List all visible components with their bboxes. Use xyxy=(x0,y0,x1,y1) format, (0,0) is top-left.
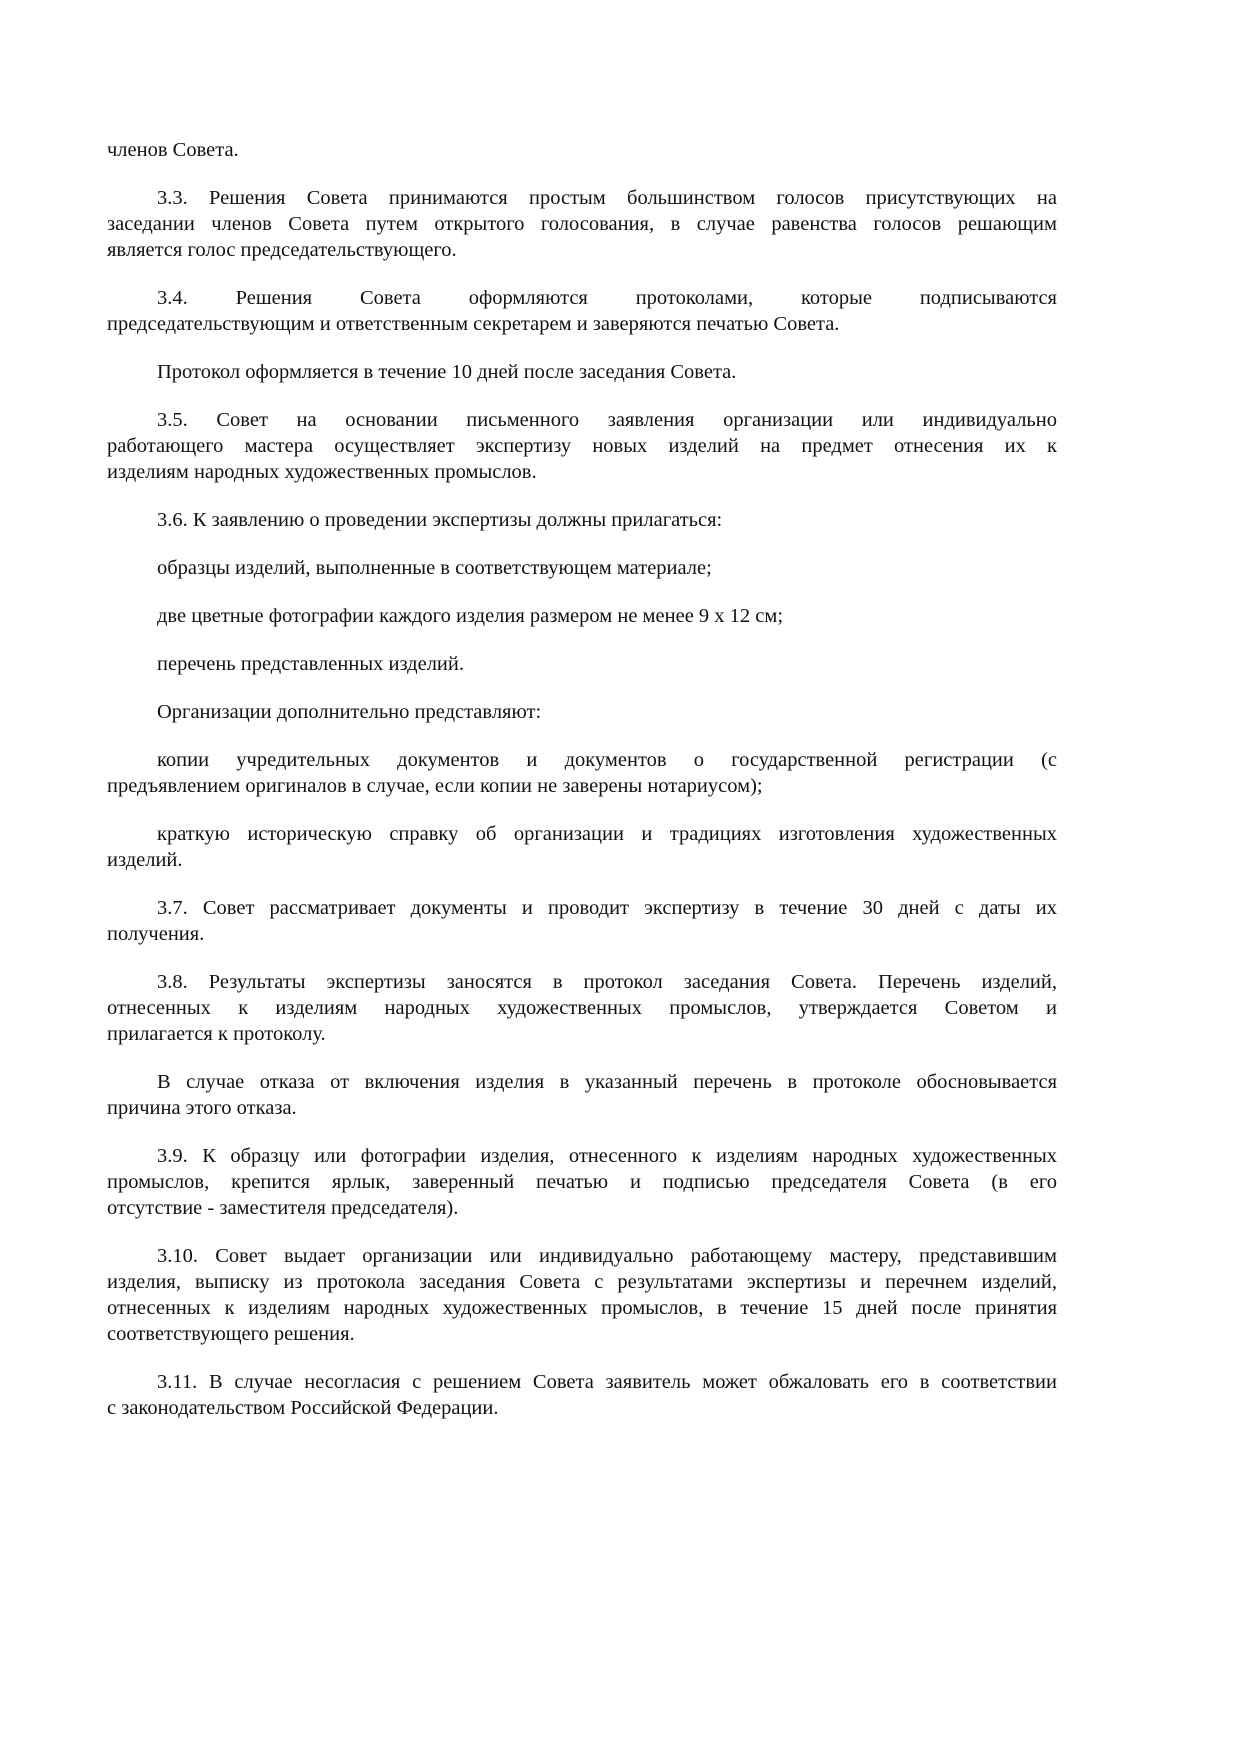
paragraph xyxy=(107,603,1057,629)
paragraph xyxy=(107,1143,1057,1221)
text-line: отнесенных к изделиям народных художественных промыслов, в течение 15 дней после принятия xyxy=(107,1297,1057,1319)
text-line: изделия, выписку из протокола заседания Совета с результатами экспертизы и перечнем изделий, xyxy=(107,1271,1057,1293)
paragraph xyxy=(107,285,1057,337)
text-line: изделий. xyxy=(107,849,183,871)
text-line: Организации дополнительно представляют: xyxy=(157,701,542,723)
text-line: членов Совета. xyxy=(107,139,239,161)
text-line: образцы изделий, выполненные в соответствующем материале; xyxy=(157,557,712,579)
text-line: Протокол оформляется в течение 10 дней после заседания Совета. xyxy=(157,361,737,383)
paragraph xyxy=(107,137,1057,163)
text-line: 3.4. Решения Совета оформляются протоколами, которые подписываются xyxy=(157,287,1057,309)
text-line: предъявлением оригиналов в случае, если копии не заверены нотариусом); xyxy=(107,775,763,797)
text-line: краткую историческую справку об организации и традициях изготовления художественных xyxy=(157,823,1057,845)
text-line: отсутствие - заместителя председателя). xyxy=(107,1197,459,1219)
text-line: работающего мастера осуществляет экспертизу новых изделий на предмет отнесения их к xyxy=(107,435,1057,457)
paragraph xyxy=(107,359,1057,385)
text-line: две цветные фотографии каждого изделия размером не менее 9 х 12 см; xyxy=(157,605,784,627)
text-line: 3.7. Совет рассматривает документы и проводит экспертизу в течение 30 дней с даты их xyxy=(157,897,1057,919)
paragraph xyxy=(107,555,1057,581)
paragraph xyxy=(107,699,1057,725)
text-line: копии учредительных документов и документов о государственной регистрации (с xyxy=(157,749,1057,771)
text-line: промыслов, крепится ярлык, заверенный печатью и подписью председателя Совета (в его xyxy=(107,1171,1057,1193)
text-line: перечень представленных изделий. xyxy=(157,653,464,675)
paragraph xyxy=(107,507,1057,533)
text-line: 3.3. Решения Совета принимаются простым большинством голосов присутствующих на xyxy=(157,187,1057,209)
paragraph xyxy=(107,407,1057,485)
text-line: отнесенных к изделиям народных художественных промыслов, утверждается Советом и xyxy=(107,997,1057,1019)
document-body xyxy=(107,137,1057,1443)
paragraph xyxy=(107,1369,1057,1421)
text-line: В случае отказа от включения изделия в указанный перечень в протоколе обосновывается xyxy=(157,1071,1057,1093)
paragraph xyxy=(107,895,1057,947)
text-line: соответствующего решения. xyxy=(107,1323,355,1345)
text-line: прилагается к протоколу. xyxy=(107,1023,326,1045)
text-line: с законодательством Российской Федерации. xyxy=(107,1397,499,1419)
text-line: 3.11. В случае несогласия с решением Совета заявитель может обжаловать его в соответствии xyxy=(157,1371,1057,1393)
text-line: изделиям народных художественных промыслов. xyxy=(107,461,537,483)
text-line: 3.5. Совет на основании письменного заявления организации или индивидуально xyxy=(157,409,1057,431)
paragraph xyxy=(107,185,1057,263)
text-line: 3.9. К образцу или фотографии изделия, отнесенного к изделиям народных художественных xyxy=(157,1145,1057,1167)
text-line: 3.10. Совет выдает организации или индивидуально работающему мастеру, представившим xyxy=(157,1245,1057,1267)
text-line: председательствующим и ответственным секретарем и заверяются печатью Совета. xyxy=(107,313,840,335)
text-line: 3.6. К заявлению о проведении экспертизы должны прилагаться: xyxy=(157,509,723,531)
paragraph xyxy=(107,1243,1057,1347)
paragraph xyxy=(107,747,1057,799)
text-line: заседании членов Совета путем открытого голосования, в случае равенства голосов решающим xyxy=(107,213,1057,235)
text-line: получения. xyxy=(107,923,205,945)
text-line: является голос председательствующего. xyxy=(107,239,457,261)
paragraph xyxy=(107,651,1057,677)
paragraph xyxy=(107,969,1057,1047)
text-line: 3.8. Результаты экспертизы заносятся в протокол заседания Совета. Перечень изделий, xyxy=(157,971,1057,993)
text-line: причина этого отказа. xyxy=(107,1097,297,1119)
paragraph xyxy=(107,821,1057,873)
paragraph xyxy=(107,1069,1057,1121)
